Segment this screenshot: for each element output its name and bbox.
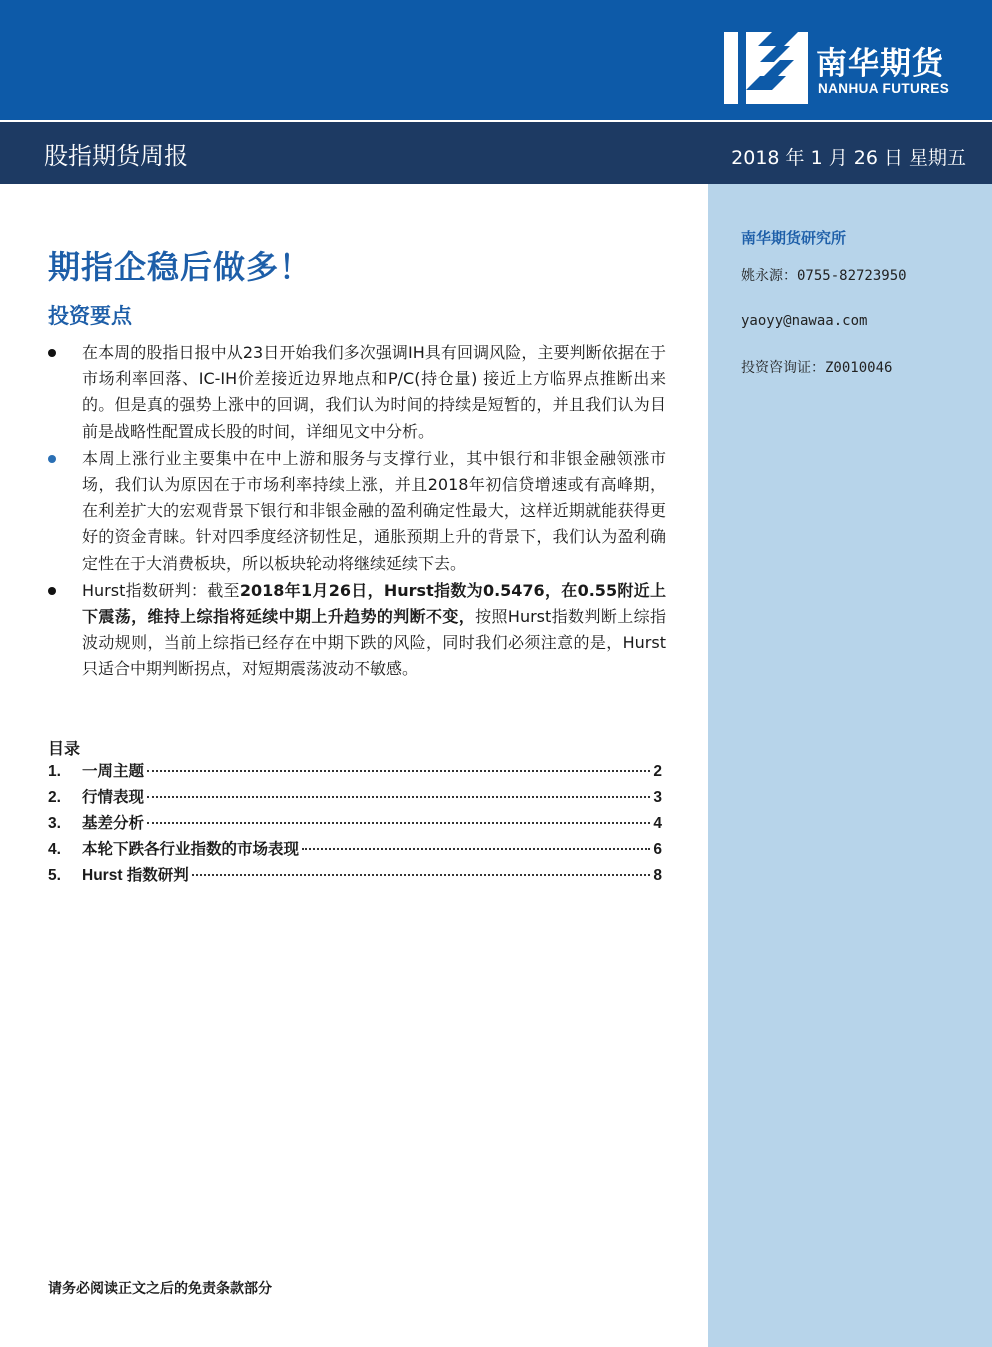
toc-item[interactable] — [48, 785, 662, 811]
research-institute: 南华期货研究所 — [741, 229, 847, 247]
toc-page-number: 4 — [653, 815, 662, 832]
toc-label: 一周主题 — [82, 763, 145, 780]
nanhua-logo-icon — [724, 32, 808, 104]
toc-label: 基差分析 — [82, 815, 145, 832]
toc-number: 4. — [48, 841, 61, 858]
bullet-dot-icon — [48, 455, 56, 463]
bullet-dot-icon — [48, 587, 56, 595]
toc-label: 本轮下跌各行业指数的市场表现 — [82, 841, 300, 858]
toc-number: 3. — [48, 815, 61, 832]
toc-number: 5. — [48, 867, 61, 884]
nanhua-logo — [724, 32, 974, 102]
toc-item[interactable] — [48, 837, 662, 863]
toc-title: 目录 — [48, 739, 81, 758]
brand-name-cn: 南华期货 — [816, 46, 944, 82]
toc-number: 1. — [48, 763, 61, 780]
bullet-text-emphasis: 2018年1月26日，Hurst指数为0.5476，在0.55附近上下震荡，维持上综指将延续中期上升趋势的判断不变， — [82, 580, 666, 627]
toc-dot-leader — [147, 822, 650, 824]
analyst-email: yaoyy@nawaa.com — [741, 313, 868, 329]
summary-bullet — [44, 340, 666, 445]
toc-dot-leader — [302, 848, 650, 850]
toc-page-number: 6 — [653, 841, 662, 858]
bullet-text: 在本周的股指日报中从23日开始我们多次强调IH具有回调风险，主要判断依据在于市场利率回落、IC-IH价差接近边界地点和P/C(持仓量) 接近上方临界点推断出来的。但是真的强势上涨中的回调，我们认为时间的持续是短暂的，并且我们认为目前是战略性配置成长股的时间，详细见文中分析。 — [82, 343, 666, 441]
bullet-text: 本周上涨行业主要集中在中上游和服务与支撑行业，其中银行和非银金融领涨市场，我们认为原因在于市场利率持续上涨，并且2018年初信贷增速或有高峰期，在利差扩大的宏观背景下银行和非银金融的盈利确定性最大，这样近期就能获得更好的资金青睐。针对四季度经济韧性足，通胀预期上升的背景下，我们认为盈利确定性在于大消费板块，所以板块轮动将继续延续下去。 — [82, 448, 666, 573]
toc-page-number: 2 — [653, 763, 662, 780]
summary-bullet — [44, 578, 666, 683]
toc-item[interactable] — [48, 759, 662, 785]
summary-heading: 投资要点 — [48, 304, 132, 328]
toc-item[interactable] — [48, 863, 662, 889]
summary-list — [44, 340, 666, 684]
toc-item[interactable] — [48, 811, 662, 837]
toc-label: Hurst 指数研判 — [82, 867, 189, 884]
bullet-dot-icon — [48, 349, 56, 357]
toc-dot-leader — [147, 770, 650, 772]
analyst-phone: 姚永源：0755-82723950 — [741, 268, 907, 284]
table-of-contents — [48, 759, 662, 889]
toc-page-number: 8 — [653, 867, 662, 884]
bullet-text-lead: Hurst指数研判：截至 — [82, 580, 240, 600]
toc-dot-leader — [192, 874, 651, 876]
license-number: 投资咨询证：Z0010046 — [741, 360, 893, 376]
disclaimer-note: 请务必阅读正文之后的免责条款部分 — [48, 1281, 272, 1297]
toc-page-number: 3 — [653, 789, 662, 806]
toc-number: 2. — [48, 789, 61, 806]
toc-label: 行情表现 — [82, 789, 145, 806]
brand-name-en: NANHUA FUTURES — [818, 81, 950, 96]
summary-bullet — [44, 446, 666, 577]
bullet-text-tail: 按照Hurst指数判断上综指波动规则，当前上综指已经存在中期下跌的风险，同时我们必须注意的是，Hurst只适合中期判断拐点，对短期震荡波动不敏感。 — [82, 607, 666, 679]
report-title: 期指企稳后做多！ — [48, 248, 313, 286]
report-type: 股指期货周报 — [44, 142, 188, 170]
toc-dot-leader — [147, 796, 650, 798]
report-date: 2018 年 1 月 26 日 星期五 — [731, 147, 966, 169]
